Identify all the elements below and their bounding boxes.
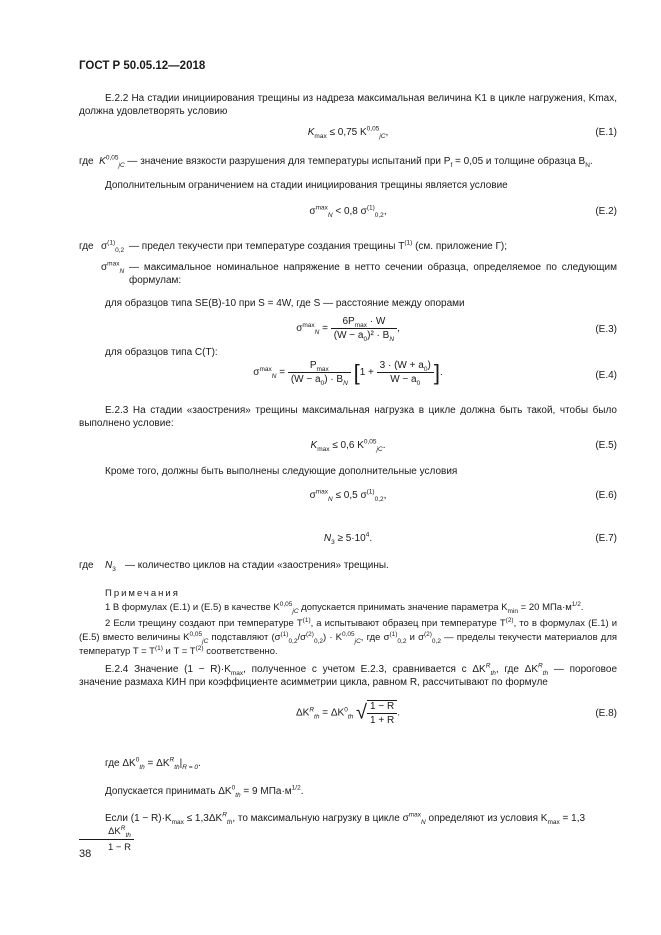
paragraph-allowed: Допускается принимать $\Delta K^0_{th} = 9$ $МПа\cdot м^{1/2}$. [105, 784, 304, 799]
definition-yield-stress: где $\sigma^{(1)}_{0,2}$ — предел текучести при температуре создания трещины $T^{(1)}$ (см. приложение Г); [79, 239, 508, 254]
paragraph-e23: Е.2.3 На стадии «заострения» трещины максимальная нагрузка в цикле должна быть такой, чтобы было выполнено условие: [79, 405, 617, 429]
formula-number: (Е.3) [595, 324, 617, 335]
paragraph-limit: Дополнительным ограничением на стадии инициирования трещины является условие [105, 180, 508, 191]
page-number: 38 [79, 848, 92, 860]
formula-number: (Е.7) [595, 533, 617, 544]
paragraph-e24: Е.2.4 Значение $(1 - R)\cdot K_{max}$, полученное с учетом Е.2.3, сравнивается с $\Delta K^R_{th}$, где $\Delta K^R_{th}$ — пороговое значение размаха КИН при коэффициенте асимметрии цикла, равном R, рассчитывают по формуле [79, 662, 618, 688]
notes-title: Примечания [105, 588, 180, 599]
formula-number: (Е.4) [595, 370, 617, 381]
definition-kjc: где K$^{0,05}_{jC}$ — значение вязкости разрушения для температуры испытаний при $P_f = 0,05$ и толщине образца $B_N$. [79, 154, 593, 169]
standard-header: ГОСТ Р 50.05.12—2018 [79, 60, 206, 72]
formula-e1: $K_{max} \le 0,75$ K$^{0,05}_{jC}$, (Е.1) [307, 125, 617, 140]
formula-number: (Е.5) [595, 440, 617, 451]
formula-number: (Е.6) [595, 490, 617, 501]
definition-max-stress: $\sigma^{max}_N$ — максимальное номинальное напряжение в нетто сечении образца, определяемое по следующим формулам: [101, 260, 617, 286]
paragraph-where-e8: где $\Delta K^0_{th} = \Delta K^R_{th}|_{R = 0}$. [105, 756, 201, 771]
paragraph-se-specimen: для образцов типа SE(B)-10 при S = 4W, где S — расстояние между опорами [105, 298, 465, 309]
formula-e8: $\Delta K^R_{th} = \Delta K^0_{th}$ √ $\frac{1 - R}{1 + R}$ . (Е.8) [295, 701, 617, 726]
formula-e4: $\sigma^{max}_N$ = $\frac{P_{max}}{(W - a_0) \cdot B_N}$ [1 + $\frac{3 \cdot (W + a_0)}{W - a_0}$ ]. (Е.4) [253, 359, 617, 387]
paragraph-ct-specimen: для образцов типа C(T): [105, 347, 218, 358]
formula-number: (Е.2) [595, 206, 617, 217]
formula-number: (Е.1) [595, 127, 617, 138]
paragraph-last: Если $(1 - R)\cdot K_{max} \le 1,3\Delta K^R_{th}$, то максимальную нагрузку в цикле $\sigma^{max}_N$ определяют из условия $K_{max} = 1,3$ $\frac{\Delta K^R_{th}}{1 - R}$ [79, 812, 617, 842]
formula-e7: $N_3 \ge 5\cdot 10^4$. (Е.7) [323, 531, 617, 546]
formula-e6: $\sigma^{max}_N \le 0,5$ $\sigma^{(1)}_{0,2}$, (Е.6) [309, 488, 617, 503]
formula-e2: $\sigma^{max}_N < 0,8$ $\sigma^{(1)}_{0,2}$, (Е.2) [309, 204, 617, 219]
formula-e5: $K_{max} \le 0,6$ K$^{0,05}_{jC}$. (Е.5) [310, 438, 617, 453]
paragraph-e22: Е.2.2 На стадии инициирования трещины из надреза максимальная величина K1 в цикле нагружения, Kmax, должна удовлетворять условию [79, 93, 617, 117]
note-2: 2 Если трещину создают при температуре $T^{(1)}$, а испытывают образец при температуре $T^{(2)}$, то в формулах (Е.1) и (Е.5) вместо величины K$^{0,05}_{jC}$ подставляют $(\sigma^{(1)}_{0,2}/\sigma^{(2)}_{0,2}) \cdot K^{0,05}_{jC}$, где $\sigma^{(1)}_{0,2}$ и $\sigma^{(2)}_{0,2}$ — пределы текучести материалов для температур $T = T^{(1)}$ и $T = T^{(2)}$ соответственно. [79, 616, 618, 657]
paragraph-additional: Кроме того, должны быть выполнены следующие дополнительные условия [105, 466, 458, 477]
note-1: 1 В формулах (Е.1) и (Е.5) в качестве K$^{0,05}_{jC}$ допускается принимать значение параметра $K_{min} = 20$ $МПа\cdot м^{1/2}$. [105, 600, 584, 615]
formula-number: (Е.8) [595, 708, 617, 719]
formula-e3: $\sigma^{max}_N$ = $\frac{6P_{max} \cdot W}{(W - a_0)^2 \cdot B_N}$ , (Е.3) [296, 316, 617, 343]
definition-n3: где $N_3$ — количество циклов на стадии «заострения» трещины. [79, 560, 389, 573]
